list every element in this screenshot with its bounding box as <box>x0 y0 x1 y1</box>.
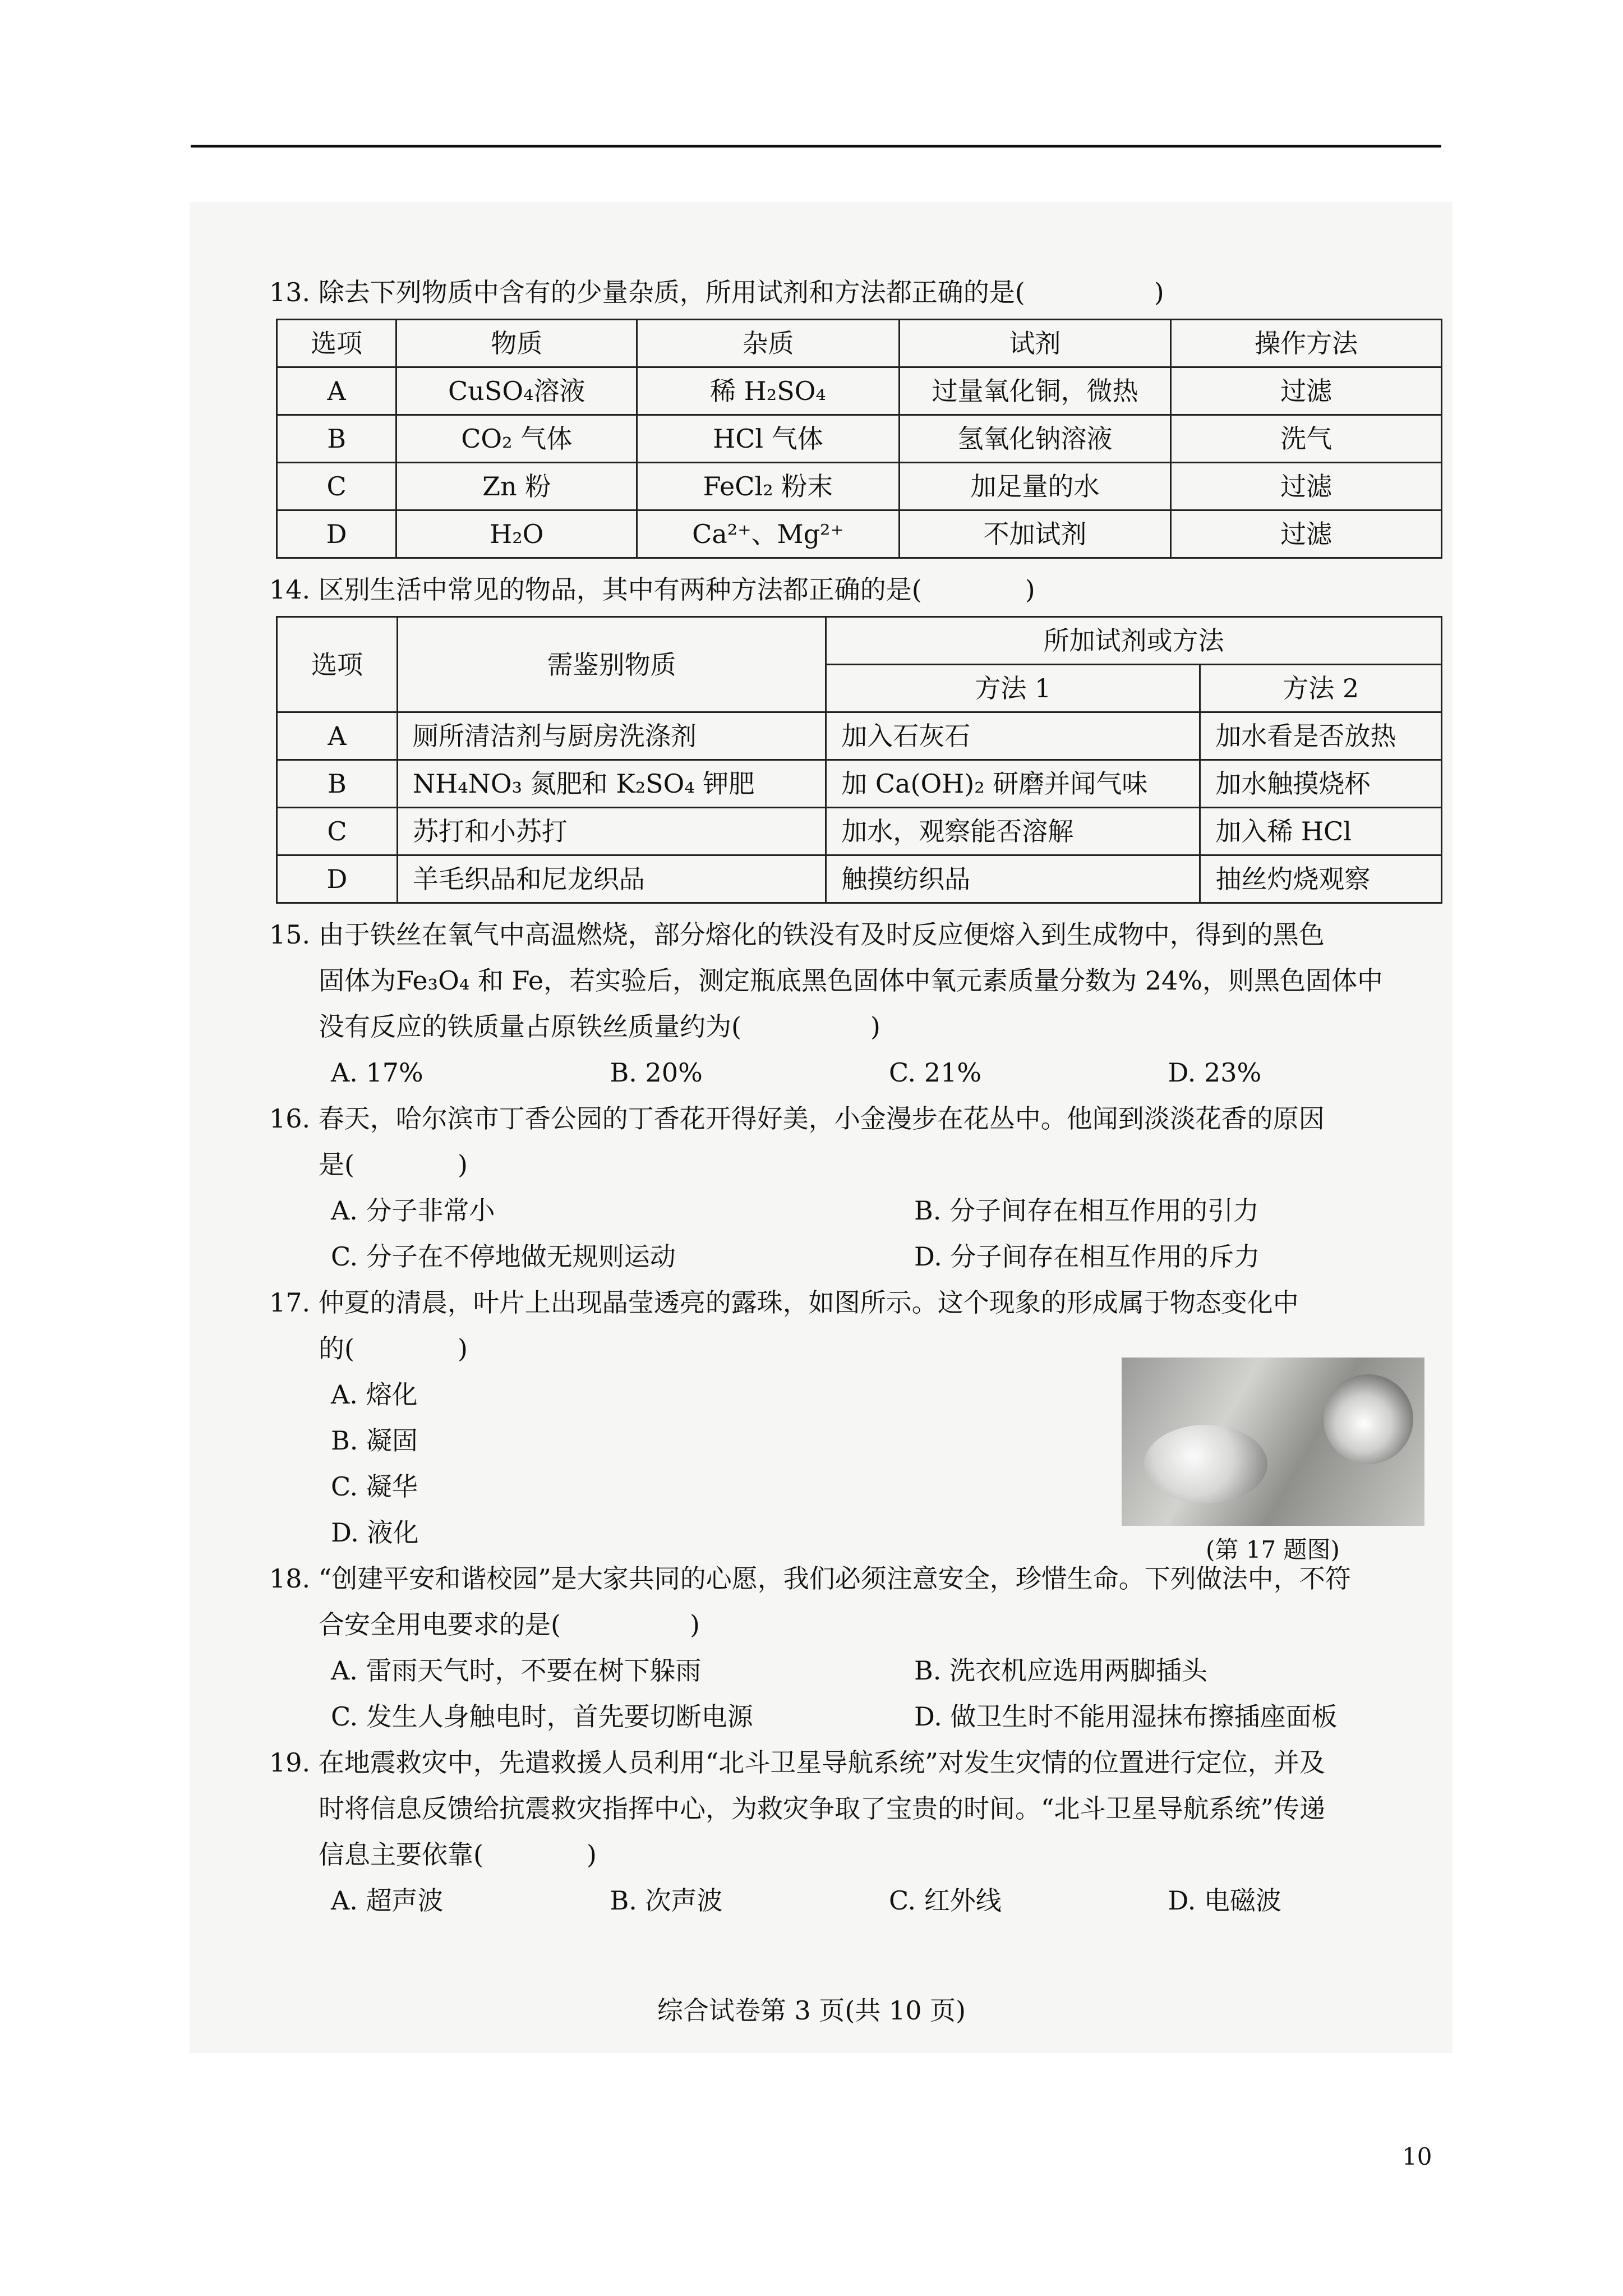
table-cell: 加水看是否放热 <box>1200 712 1442 760</box>
table-cell: CO₂ 气体 <box>396 415 637 463</box>
table-row <box>277 712 1442 760</box>
table-cell: D <box>277 510 396 558</box>
table-cell: 过滤 <box>1171 367 1442 415</box>
table-cell: B <box>277 415 396 463</box>
question-15-line: 固体为Fe₃O₄ 和 Fe，若实验后，测定瓶底黑色固体中氧元素质量分数为 24%，则黑色固体中 <box>319 965 1383 996</box>
header-cell: 试剂 <box>899 320 1171 367</box>
table-cell: 加 Ca(OH)₂ 研磨并闻气味 <box>826 760 1200 808</box>
question-15 <box>269 912 1447 1096</box>
option-b: B. 20% <box>610 1057 703 1088</box>
table-cell: NH₄NO₃ 氮肥和 K₂SO₄ 钾肥 <box>397 760 826 808</box>
option-b: B. 次声波 <box>610 1885 723 1916</box>
option-d: D. 做卫生时不能用湿抹布擦插座面板 <box>914 1701 1338 1732</box>
table-cell: A <box>277 712 398 760</box>
table-cell: A <box>277 367 396 415</box>
page-number: 10 <box>1402 2143 1432 2170</box>
option-b: B. 分子间存在相互作用的引力 <box>914 1195 1260 1226</box>
table-cell: 氢氧化钠溶液 <box>899 415 1171 463</box>
question-14-stem: 14. 区别生活中常见的物品，其中有两种方法都正确的是( ) <box>269 574 1035 605</box>
question-13 <box>269 269 1447 559</box>
dewdrop-photo <box>1122 1358 1424 1526</box>
question-19-line: 时将信息反馈给抗震救灾指挥中心，为救灾争取了宝贵的时间。“北斗卫星导航系统”传递 <box>319 1793 1326 1824</box>
question-19-line: 19. 在地震救灾中，先遣救援人员利用“北斗卫星导航系统”对发生灾情的位置进行定位，并及 <box>269 1747 1325 1778</box>
header-cell: 选项 <box>277 320 396 367</box>
option-d: D. 液化 <box>331 1517 419 1548</box>
table-cell: 苏打和小苏打 <box>397 808 826 855</box>
figure-caption: (第 17 题图) <box>1206 1536 1340 1563</box>
option-c: C. 红外线 <box>889 1885 1002 1916</box>
question-15-options <box>331 1050 1447 1096</box>
question-16-line: 16. 春天，哈尔滨市丁香公园的丁香花开得好美，小金漫步在花丛中。他闻到淡淡花香的原因 <box>269 1103 1325 1134</box>
option-d: D. 分子间存在相互作用的斥力 <box>914 1241 1260 1272</box>
table-cell: FeCl₂ 粉末 <box>637 463 899 510</box>
question-13-stem: 13. 除去下列物质中含有的少量杂质，所用试剂和方法都正确的是( ) <box>269 277 1164 307</box>
page-footer: 综合试卷第 3 页(共 10 页) <box>657 1995 966 2026</box>
header-cell: 物质 <box>396 320 637 367</box>
question-16 <box>269 1096 1447 1280</box>
header-rule <box>191 145 1441 148</box>
table-cell: 厕所清洁剂与厨房洗涤剂 <box>397 712 826 760</box>
table-row <box>277 415 1442 463</box>
header-cell: 方法 2 <box>1200 665 1442 712</box>
option-c: C. 凝华 <box>331 1471 418 1502</box>
question-14-table <box>276 616 1442 904</box>
table-cell: Ca²⁺、Mg²⁺ <box>637 510 899 558</box>
header-cell: 所加试剂或方法 <box>826 617 1442 665</box>
question-19 <box>269 1740 1447 1924</box>
question-15-line: 没有反应的铁质量占原铁丝质量约为( ) <box>319 1011 880 1042</box>
option-b: B. 洗衣机应选用两脚插头 <box>914 1655 1208 1686</box>
question-17-line: 的( ) <box>319 1333 468 1364</box>
table-header-row <box>277 320 1442 367</box>
exam-content <box>269 269 1447 1924</box>
option-b: B. 凝固 <box>331 1425 418 1456</box>
question-18-options <box>331 1648 1447 1740</box>
table-cell: C <box>277 808 398 855</box>
table-cell: 羊毛织品和尼龙织品 <box>397 855 826 903</box>
question-17-line: 17. 仲夏的清晨，叶片上出现晶莹透亮的露珠，如图所示。这个现象的形成属于物态变化中 <box>269 1287 1299 1318</box>
table-cell: 加水触摸烧杯 <box>1200 760 1442 808</box>
table-cell: 抽丝灼烧观察 <box>1200 855 1442 903</box>
table-cell: 加入稀 HCl <box>1200 808 1442 855</box>
table-cell: D <box>277 855 398 903</box>
question-14 <box>269 567 1447 904</box>
table-cell: 过量氧化铜，微热 <box>899 367 1171 415</box>
table-cell: B <box>277 760 398 808</box>
option-a: A. 雷雨天气时，不要在树下躲雨 <box>331 1655 702 1686</box>
question-18-line: 合安全用电要求的是( ) <box>319 1609 700 1640</box>
table-cell: 过滤 <box>1171 463 1442 510</box>
table-cell: C <box>277 463 396 510</box>
question-18-line: 18. “创建平安和谐校园”是大家共同的心愿，我们必须注意安全，珍惜生命。下列做法中，不符 <box>269 1563 1351 1594</box>
dewdrop-image <box>1324 1374 1413 1464</box>
question-18 <box>269 1556 1447 1740</box>
option-c: C. 发生人身触电时，首先要切断电源 <box>331 1701 753 1732</box>
header-cell: 杂质 <box>637 320 899 367</box>
table-cell: Zn 粉 <box>396 463 637 510</box>
question-16-options <box>331 1188 1447 1280</box>
option-a: A. 熔化 <box>331 1379 418 1410</box>
table-row <box>277 463 1442 510</box>
option-a: A. 超声波 <box>331 1885 444 1916</box>
table-cell: CuSO₄溶液 <box>396 367 637 415</box>
option-a: A. 分子非常小 <box>331 1195 495 1226</box>
option-c: C. 分子在不停地做无规则运动 <box>331 1241 676 1272</box>
table-cell: 触摸纺织品 <box>826 855 1200 903</box>
table-row <box>277 510 1442 558</box>
option-a: A. 17% <box>331 1057 423 1088</box>
table-cell: HCl 气体 <box>637 415 899 463</box>
table-cell: 加入石灰石 <box>826 712 1200 760</box>
option-c: C. 21% <box>889 1057 982 1088</box>
table-row <box>277 760 1442 808</box>
header-cell: 选项 <box>277 617 398 712</box>
question-19-options <box>331 1878 1447 1924</box>
question-13-table <box>276 319 1442 559</box>
header-cell: 需鉴别物质 <box>397 617 826 712</box>
table-row <box>277 855 1442 903</box>
table-cell: 稀 H₂SO₄ <box>637 367 899 415</box>
question-15-line: 15. 由于铁丝在氧气中高温燃烧，部分熔化的铁没有及时反应便熔入到生成物中，得到的黑色 <box>269 919 1325 950</box>
header-cell: 方法 1 <box>826 665 1200 712</box>
table-cell: H₂O <box>396 510 637 558</box>
table-cell: 过滤 <box>1171 510 1442 558</box>
table-cell: 加水，观察能否溶解 <box>826 808 1200 855</box>
table-cell: 不加试剂 <box>899 510 1171 558</box>
table-row <box>277 808 1442 855</box>
table-header-row <box>277 617 1442 665</box>
question-19-line: 信息主要依靠( ) <box>319 1839 597 1870</box>
option-d: D. 电磁波 <box>1168 1885 1281 1916</box>
question-16-line: 是( ) <box>319 1149 468 1180</box>
option-d: D. 23% <box>1168 1057 1262 1088</box>
dewdrop-image <box>1144 1425 1267 1503</box>
table-cell: 洗气 <box>1171 415 1442 463</box>
table-cell: 加足量的水 <box>899 463 1171 510</box>
table-row <box>277 367 1442 415</box>
header-cell: 操作方法 <box>1171 320 1442 367</box>
